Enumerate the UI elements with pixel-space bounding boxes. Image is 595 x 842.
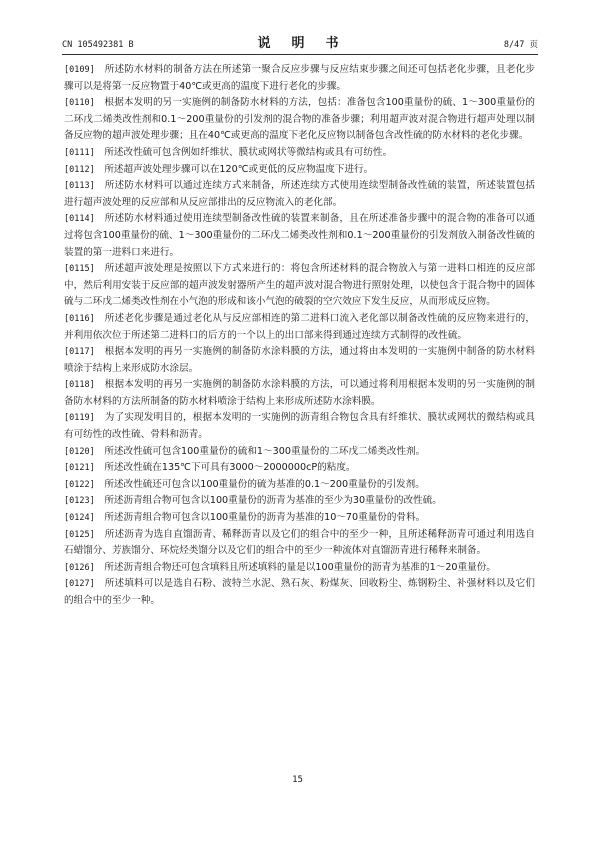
paragraph-text: 所述防水材料可以通过连续方式来制备，所述连续方式使用连续型制备改性硫的装置，所述装置包括进行超声波处理的反应部和从反应部排出的反应物流入的老化部。 [64, 180, 536, 208]
paragraph-number: [0113] [64, 181, 95, 192]
paragraph [64, 560, 535, 577]
paragraph [64, 311, 535, 344]
paragraph-number: [0120] [64, 446, 95, 457]
paragraph-text: 所述沥青组合物还可包含填料且所述填料的量是以100重量份的沥青为基准的1～20重量份。 [104, 561, 496, 573]
paragraph-number: [0109] [64, 65, 95, 75]
paragraph-text: 所述超声波处理步骤可以在120℃或更低的反应物温度下进行。 [104, 163, 374, 175]
paragraph-text: 所述超声波处理是按照以下方式来进行的：将包含所述材料的混合物放入与第一进料口相连的反应部中，然后利用安装于反应部的超声波发射器所产生的超声波对混合物进行照射处理，以使包含于混合物中的固体硫与二环戊二烯类改性剂在小气泡的形成和该小气泡的破裂的空穴效应下发生反应，从而形成反应物。 [64, 263, 536, 308]
paragraph-text: 根据本发明的另一实施例的制备防水材料的方法，包括：准备包含100重量份的硫、1～300重量份的二环戊二烯类改性剂和0.1～200重量份的引发剂的混合物的准备步骤；利用超声波对混合物进行超声处理以制备反应物的超声波处理步骤；且在40℃或更高的温度下老化反应物以制备包含改性硫的防水材料的老化步骤。 [64, 97, 536, 142]
page-number: 15 [292, 775, 303, 785]
paragraph-text: 所述防水材料的制备方法在所述第一聚合反应步骤与反应结束步骤之间还可包括老化步骤，且老化步骤可以是将第一反应物置于40℃或更高的温度下进行老化的步骤。 [64, 64, 536, 92]
paragraph-number: [0116] [64, 313, 95, 324]
paragraph-text: 根据本发明的再另一实施例的制备防水涂料膜的方法，通过将由本发明的一实施例中制备的防水材料喷涂于结构上来形成防水涂层。 [64, 346, 536, 374]
paragraph [64, 178, 535, 211]
paragraph-text: 所述防水材料通过使用连续型制备改性硫的装置来制备，且在所述准备步骤中的混合物的准备可以通过将包含100重量份的硫、1～300重量份的二环戊二烯类改性剂和0.1～200重量份的引发剂放入制备改性硫的装置的第一进料口来进行。 [64, 213, 536, 258]
paragraph [64, 145, 535, 162]
paragraph-text: 为了实现发明目的，根据本发明的一实施例的沥青组合物包含具有纤维状、膜状或网状的微结构或具有可纺性的改性硫、骨料和沥青。 [64, 412, 536, 441]
paragraph-number: [0112] [64, 164, 95, 175]
paragraph [64, 344, 535, 377]
paragraph [64, 527, 535, 560]
paragraph-text: 所述沥青组合物可包含以100重量份的沥青为基准的至少为30重量份的改性硫。 [104, 495, 442, 507]
paragraph [64, 162, 535, 179]
paragraph [64, 510, 535, 527]
paragraph-text: 所述老化步骤是通过老化从与反应部相连的第二进料口流入老化部以制备改性硫的反应物来进行的，并利用依次位于所述第二进料口的后方的一个以上的出口部来得到通过连续方式制得的改性硫。 [64, 312, 536, 341]
paragraph-number: [0127] [64, 579, 95, 590]
paragraph-number: [0121] [64, 463, 95, 474]
document-title: 说 明 书 [257, 36, 343, 51]
body-text [64, 62, 535, 610]
paragraph [64, 444, 535, 461]
paragraph-number: [0115] [64, 264, 95, 275]
paragraph-number: [0118] [64, 380, 95, 391]
paragraph-text: 所述改性硫在135℃下可具有3000～2000000cP的粘度。 [104, 462, 356, 474]
paragraph [64, 410, 535, 443]
paragraph-text: 所述填料可以是选自石粉、波特兰水泥、熟石灰、粉煤灰、回收粉尘、炼钢粉尘、补强材料以及它们的组合中的至少一种。 [64, 578, 536, 606]
paragraph-text: 所述改性硫可包含例如纤维状、膜状或网状等微结构或具有可纺性。 [104, 146, 393, 158]
paragraph [64, 377, 535, 410]
paragraph-number: [0114] [64, 214, 95, 225]
paragraph-text: 所述沥青组合物可包含以100重量份的沥青为基准的10～70重量份的骨料。 [104, 512, 426, 524]
paragraph [64, 576, 535, 609]
paragraph-number: [0122] [64, 479, 95, 490]
paragraph-number: [0125] [64, 529, 95, 540]
paragraph [64, 460, 535, 477]
paragraph-text: 所述改性硫还可包含以100重量份的硫为基准的0.1～200重量份的引发剂。 [104, 478, 425, 490]
paragraph [64, 62, 535, 95]
paragraph-text: 所述沥青为选自直馏沥青、稀释沥青以及它们的组合中的至少一种，且所述稀释沥青可通过利用选自石蜡馏分、芳族馏分、环烷烃类馏分以及它们的组合中的至少一种流体对直馏沥青进行稀释来制备。 [64, 528, 536, 557]
paragraph [64, 211, 535, 261]
paragraph-text: 根据本发明的再另一实施例的制备防水涂料膜的方法，可以通过将利用根据本发明的另一实施例的制备防水材料的方法所制备的防水材料喷涂于结构上来形成所述防水涂料膜。 [64, 379, 536, 407]
paragraph-number: [0124] [64, 513, 95, 524]
paragraph-number: [0110] [64, 98, 95, 109]
page-indicator: 8/47 页 [503, 40, 538, 50]
paragraph [64, 477, 535, 494]
paragraph [64, 261, 535, 311]
paragraph [64, 95, 535, 145]
page-header [62, 30, 538, 55]
paragraph-number: [0111] [64, 147, 95, 158]
paragraph-number: [0126] [64, 562, 95, 573]
paragraph-number: [0117] [64, 347, 95, 358]
paragraph [64, 493, 535, 510]
paragraph-text: 所述改性硫可包含100重量份的硫和1～300重量份的二环戊二烯类改性剂。 [104, 445, 426, 457]
paragraph-number: [0123] [64, 496, 95, 507]
paragraph-number: [0119] [64, 413, 95, 424]
publication-number: CN 105492381 B [62, 40, 134, 50]
